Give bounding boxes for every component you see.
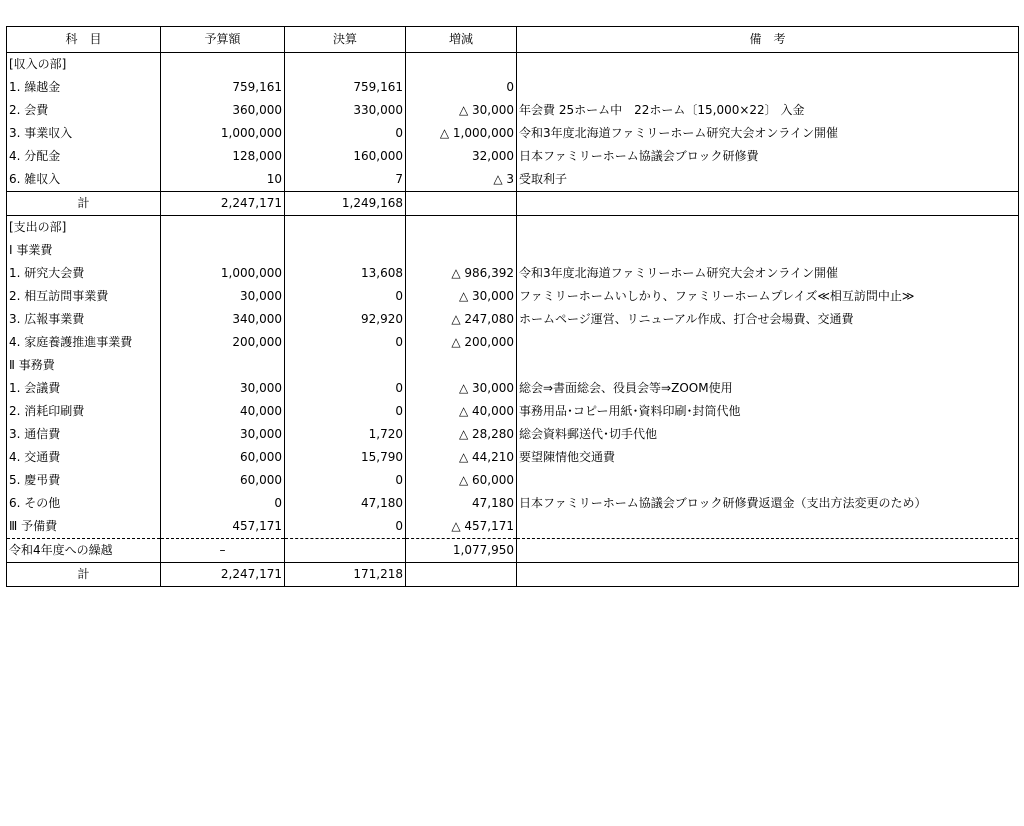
row-diff: 47,180 — [406, 492, 517, 515]
row-budget: 60,000 — [161, 446, 285, 469]
header-diff: 増減 — [406, 27, 517, 53]
table-row — [7, 122, 1019, 145]
row-diff: △ 30,000 — [406, 377, 517, 400]
table-row — [7, 262, 1019, 285]
row-item: 3. 事業収入 — [7, 122, 161, 145]
row-budget: 10 — [161, 168, 285, 192]
row-actual: 13,608 — [285, 262, 406, 285]
row-budget: 60,000 — [161, 469, 285, 492]
row-actual: 160,000 — [285, 145, 406, 168]
row-item: 4. 家庭養護推進事業費 — [7, 331, 161, 354]
row-budget: 1,000,000 — [161, 262, 285, 285]
table-row — [7, 423, 1019, 446]
row-item: 2. 会費 — [7, 99, 161, 122]
carryover-budget: – — [161, 539, 285, 563]
row-actual: 330,000 — [285, 99, 406, 122]
row-diff: 0 — [406, 76, 517, 99]
header-notes: 備 考 — [517, 27, 1019, 53]
row-item: 3. 通信費 — [7, 423, 161, 446]
income-section-row — [7, 53, 1019, 77]
table-row — [7, 99, 1019, 122]
row-budget: 759,161 — [161, 76, 285, 99]
row-diff: 32,000 — [406, 145, 517, 168]
table-row — [7, 285, 1019, 308]
reserve-note — [517, 515, 1019, 539]
row-actual: 92,920 — [285, 308, 406, 331]
row-diff: △ 30,000 — [406, 285, 517, 308]
carryover-note — [517, 539, 1019, 563]
row-item: 1. 会議費 — [7, 377, 161, 400]
row-note: 要望陳情他交通費 — [517, 446, 1019, 469]
row-item: 4. 分配金 — [7, 145, 161, 168]
row-actual: 759,161 — [285, 76, 406, 99]
row-diff: △ 986,392 — [406, 262, 517, 285]
row-diff: △ 40,000 — [406, 400, 517, 423]
budget-settlement-table — [6, 26, 1019, 587]
table-row — [7, 400, 1019, 423]
row-note: ファミリーホームいしかり、ファミリーホームプレイズ≪相互訪問中止≫ — [517, 285, 1019, 308]
row-note: 令和3年度北海道ファミリーホーム研究大会オンライン開催 — [517, 122, 1019, 145]
row-note: ホームページ運営、リニューアル作成、打合せ会場費、交通費 — [517, 308, 1019, 331]
table-row — [7, 308, 1019, 331]
expense-total-label: 計 — [7, 563, 161, 587]
row-diff: △ 1,000,000 — [406, 122, 517, 145]
header-row — [7, 27, 1019, 53]
reserve-item: Ⅲ 予備費 — [7, 515, 161, 539]
row-diff: △ 3 — [406, 168, 517, 192]
header-actual: 決算 — [285, 27, 406, 53]
row-item: 3. 広報事業費 — [7, 308, 161, 331]
row-budget: 0 — [161, 492, 285, 515]
row-budget: 200,000 — [161, 331, 285, 354]
table-row — [7, 377, 1019, 400]
row-note: 総会⇒書面総会、役員会等⇒ZOOM使用 — [517, 377, 1019, 400]
row-note: 令和3年度北海道ファミリーホーム研究大会オンライン開催 — [517, 262, 1019, 285]
expense-section-row — [7, 216, 1019, 240]
table-row — [7, 168, 1019, 192]
row-note: 日本ファミリーホーム協議会ブロック研修費返還金（支出方法変更のため） — [517, 492, 1019, 515]
row-note — [517, 469, 1019, 492]
header-budget: 予算額 — [161, 27, 285, 53]
table-row — [7, 469, 1019, 492]
row-item: 6. その他 — [7, 492, 161, 515]
reserve-actual: 0 — [285, 515, 406, 539]
row-budget: 1,000,000 — [161, 122, 285, 145]
row-budget: 128,000 — [161, 145, 285, 168]
row-actual: 15,790 — [285, 446, 406, 469]
reserve-row — [7, 515, 1019, 539]
row-budget: 360,000 — [161, 99, 285, 122]
expense-group-row — [7, 239, 1019, 262]
row-budget: 340,000 — [161, 308, 285, 331]
reserve-diff: △ 457,171 — [406, 515, 517, 539]
income-total-budget: 2,247,171 — [161, 192, 285, 216]
row-note — [517, 331, 1019, 354]
row-actual: 1,720 — [285, 423, 406, 446]
reserve-budget: 457,171 — [161, 515, 285, 539]
carryover-diff: 1,077,950 — [406, 539, 517, 563]
row-note: 総会資料郵送代･切手代他 — [517, 423, 1019, 446]
income-total-row — [7, 192, 1019, 216]
row-diff: △ 44,210 — [406, 446, 517, 469]
expense-total-actual: 171,218 — [285, 563, 406, 587]
row-diff: △ 28,280 — [406, 423, 517, 446]
table-row — [7, 492, 1019, 515]
row-budget: 30,000 — [161, 285, 285, 308]
table-row — [7, 331, 1019, 354]
row-item: 4. 交通費 — [7, 446, 161, 469]
expense-total-row — [7, 563, 1019, 587]
row-actual: 0 — [285, 122, 406, 145]
row-item: 5. 慶弔費 — [7, 469, 161, 492]
expense-group-label: Ⅰ 事業費 — [7, 239, 161, 262]
row-note — [517, 76, 1019, 99]
row-budget: 30,000 — [161, 423, 285, 446]
income-total-actual: 1,249,168 — [285, 192, 406, 216]
row-item: 2. 消耗印刷費 — [7, 400, 161, 423]
row-note: 事務用品･コピー用紙･資料印刷･封筒代他 — [517, 400, 1019, 423]
carryover-item: 令和4年度への繰越 — [7, 539, 161, 563]
carryover-actual — [285, 539, 406, 563]
header-item: 科 目 — [7, 27, 161, 53]
table-row — [7, 145, 1019, 168]
row-item: 1. 研究大会費 — [7, 262, 161, 285]
row-actual: 0 — [285, 469, 406, 492]
income-section-label: [収入の部] — [7, 53, 161, 77]
row-actual: 0 — [285, 285, 406, 308]
row-diff: △ 200,000 — [406, 331, 517, 354]
expense-total-budget: 2,247,171 — [161, 563, 285, 587]
row-actual: 0 — [285, 377, 406, 400]
row-actual: 0 — [285, 331, 406, 354]
row-diff: △ 60,000 — [406, 469, 517, 492]
row-actual: 0 — [285, 400, 406, 423]
row-note: 年会費 25ホーム中 22ホーム〔15,000×22〕 入金 — [517, 99, 1019, 122]
row-item: 6. 雑収入 — [7, 168, 161, 192]
row-actual: 47,180 — [285, 492, 406, 515]
row-diff: △ 247,080 — [406, 308, 517, 331]
row-item: 1. 繰越金 — [7, 76, 161, 99]
row-item: 2. 相互訪問事業費 — [7, 285, 161, 308]
row-budget: 40,000 — [161, 400, 285, 423]
income-total-label: 計 — [7, 192, 161, 216]
table-row — [7, 446, 1019, 469]
row-note: 日本ファミリーホーム協議会ブロック研修費 — [517, 145, 1019, 168]
expense-group-row — [7, 354, 1019, 377]
expense-section-label: [支出の部] — [7, 216, 161, 240]
expense-group-label: Ⅱ 事務費 — [7, 354, 161, 377]
row-budget: 30,000 — [161, 377, 285, 400]
row-note: 受取利子 — [517, 168, 1019, 192]
table-row — [7, 76, 1019, 99]
carryover-row — [7, 539, 1019, 563]
row-actual: 7 — [285, 168, 406, 192]
row-diff: △ 30,000 — [406, 99, 517, 122]
